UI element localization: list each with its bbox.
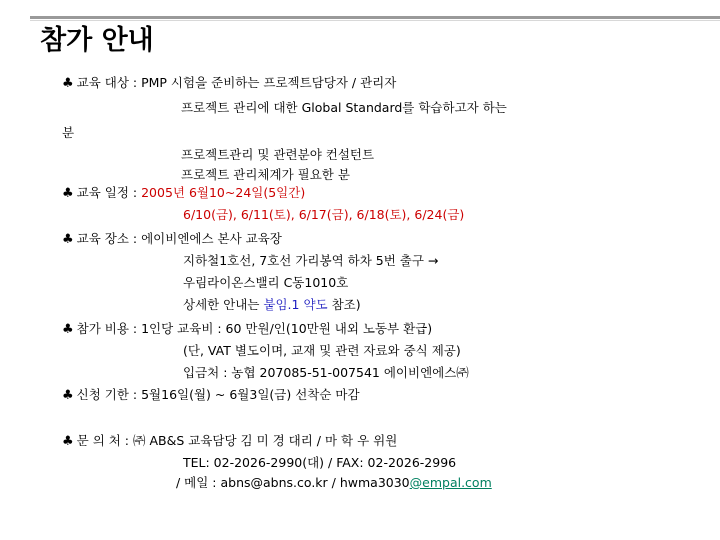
deadline-row (62, 386, 360, 404)
target-line2: 프로젝트 관리에 대한 Global Standard를 학습하고자 하는 (181, 100, 507, 115)
contact-line3 (176, 474, 492, 491)
club-bullet-icon: ♣ (62, 232, 74, 247)
venue-label: 교육 장소 : (76, 231, 142, 246)
deadline-line1: 5월16일(월) ~ 6월3일(금) 선착순 마감 (141, 387, 360, 402)
target-line4: 프로젝트 관리체계가 필요한 분 (181, 167, 350, 182)
club-bullet-icon: ♣ (62, 388, 74, 403)
target-line3: 프로젝트관리 및 관련분야 컨설턴트 (181, 147, 375, 162)
contact-line1: ㈜ AB&S 교육담당 김 미 경 대리 / 마 학 우 위원 (133, 433, 398, 448)
target-label: 교육 대상 : (76, 75, 142, 90)
club-bullet-icon: ♣ (62, 76, 74, 91)
map-attachment-reference: 붙임.1 약도 (263, 297, 328, 312)
contact-line2: TEL: 02-2026-2990(대) / FAX: 02-2026-2996 (183, 455, 457, 470)
fee-row (62, 320, 432, 338)
schedule-row (62, 184, 305, 202)
target-row (62, 74, 396, 92)
fee-label: 참가 비용 : (76, 321, 142, 336)
schedule-days: 6/10(금), 6/11(토), 6/17(금), 6/18(토), 6/24(금) (183, 207, 465, 222)
fee-line1: 1인당 교육비 : 60 만원/인(10만원 내외 노동부 환급) (141, 321, 433, 336)
email-link[interactable]: @empal.com (409, 475, 492, 490)
venue-line4 (183, 296, 361, 313)
venue-line2: 지하철1호선, 7호선 가리봉역 하차 5번 출구 → (183, 253, 439, 268)
schedule-label: 교육 일정 : (76, 185, 142, 200)
page-title: 참가 안내 (40, 25, 154, 56)
fee-line3: 입금처 : 농협 207085-51-007541 에이비엔에스㈜ (183, 365, 469, 380)
contact-row (62, 432, 397, 450)
contact-label: 문 의 처 : (76, 433, 133, 448)
deadline-label: 신청 기한 : (76, 387, 142, 402)
contact-email-prefix: / 메일 : abns@abns.co.kr / hwma3030 (176, 475, 410, 490)
schedule-dates: 2005년 6월10~24일(5일간) (141, 185, 306, 200)
club-bullet-icon: ♣ (62, 186, 74, 201)
club-bullet-icon: ♣ (62, 322, 74, 337)
venue-row (62, 230, 282, 248)
target-line2-wrap: 분 (62, 125, 75, 140)
club-bullet-icon: ♣ (62, 434, 74, 449)
target-line1: PMP 시험을 준비하는 프로젝트담당자 / 관리자 (141, 75, 397, 90)
venue-line3: 우림라이온스밸리 C동1010호 (183, 275, 349, 290)
venue-line4-prefix: 상세한 안내는 (183, 297, 264, 312)
venue-line1: 에이비엔에스 본사 교육장 (141, 231, 282, 246)
venue-line4-suffix: 참조) (327, 297, 361, 312)
fee-line2: (단, VAT 별도이며, 교재 및 관련 자료와 중식 제공) (183, 343, 461, 358)
